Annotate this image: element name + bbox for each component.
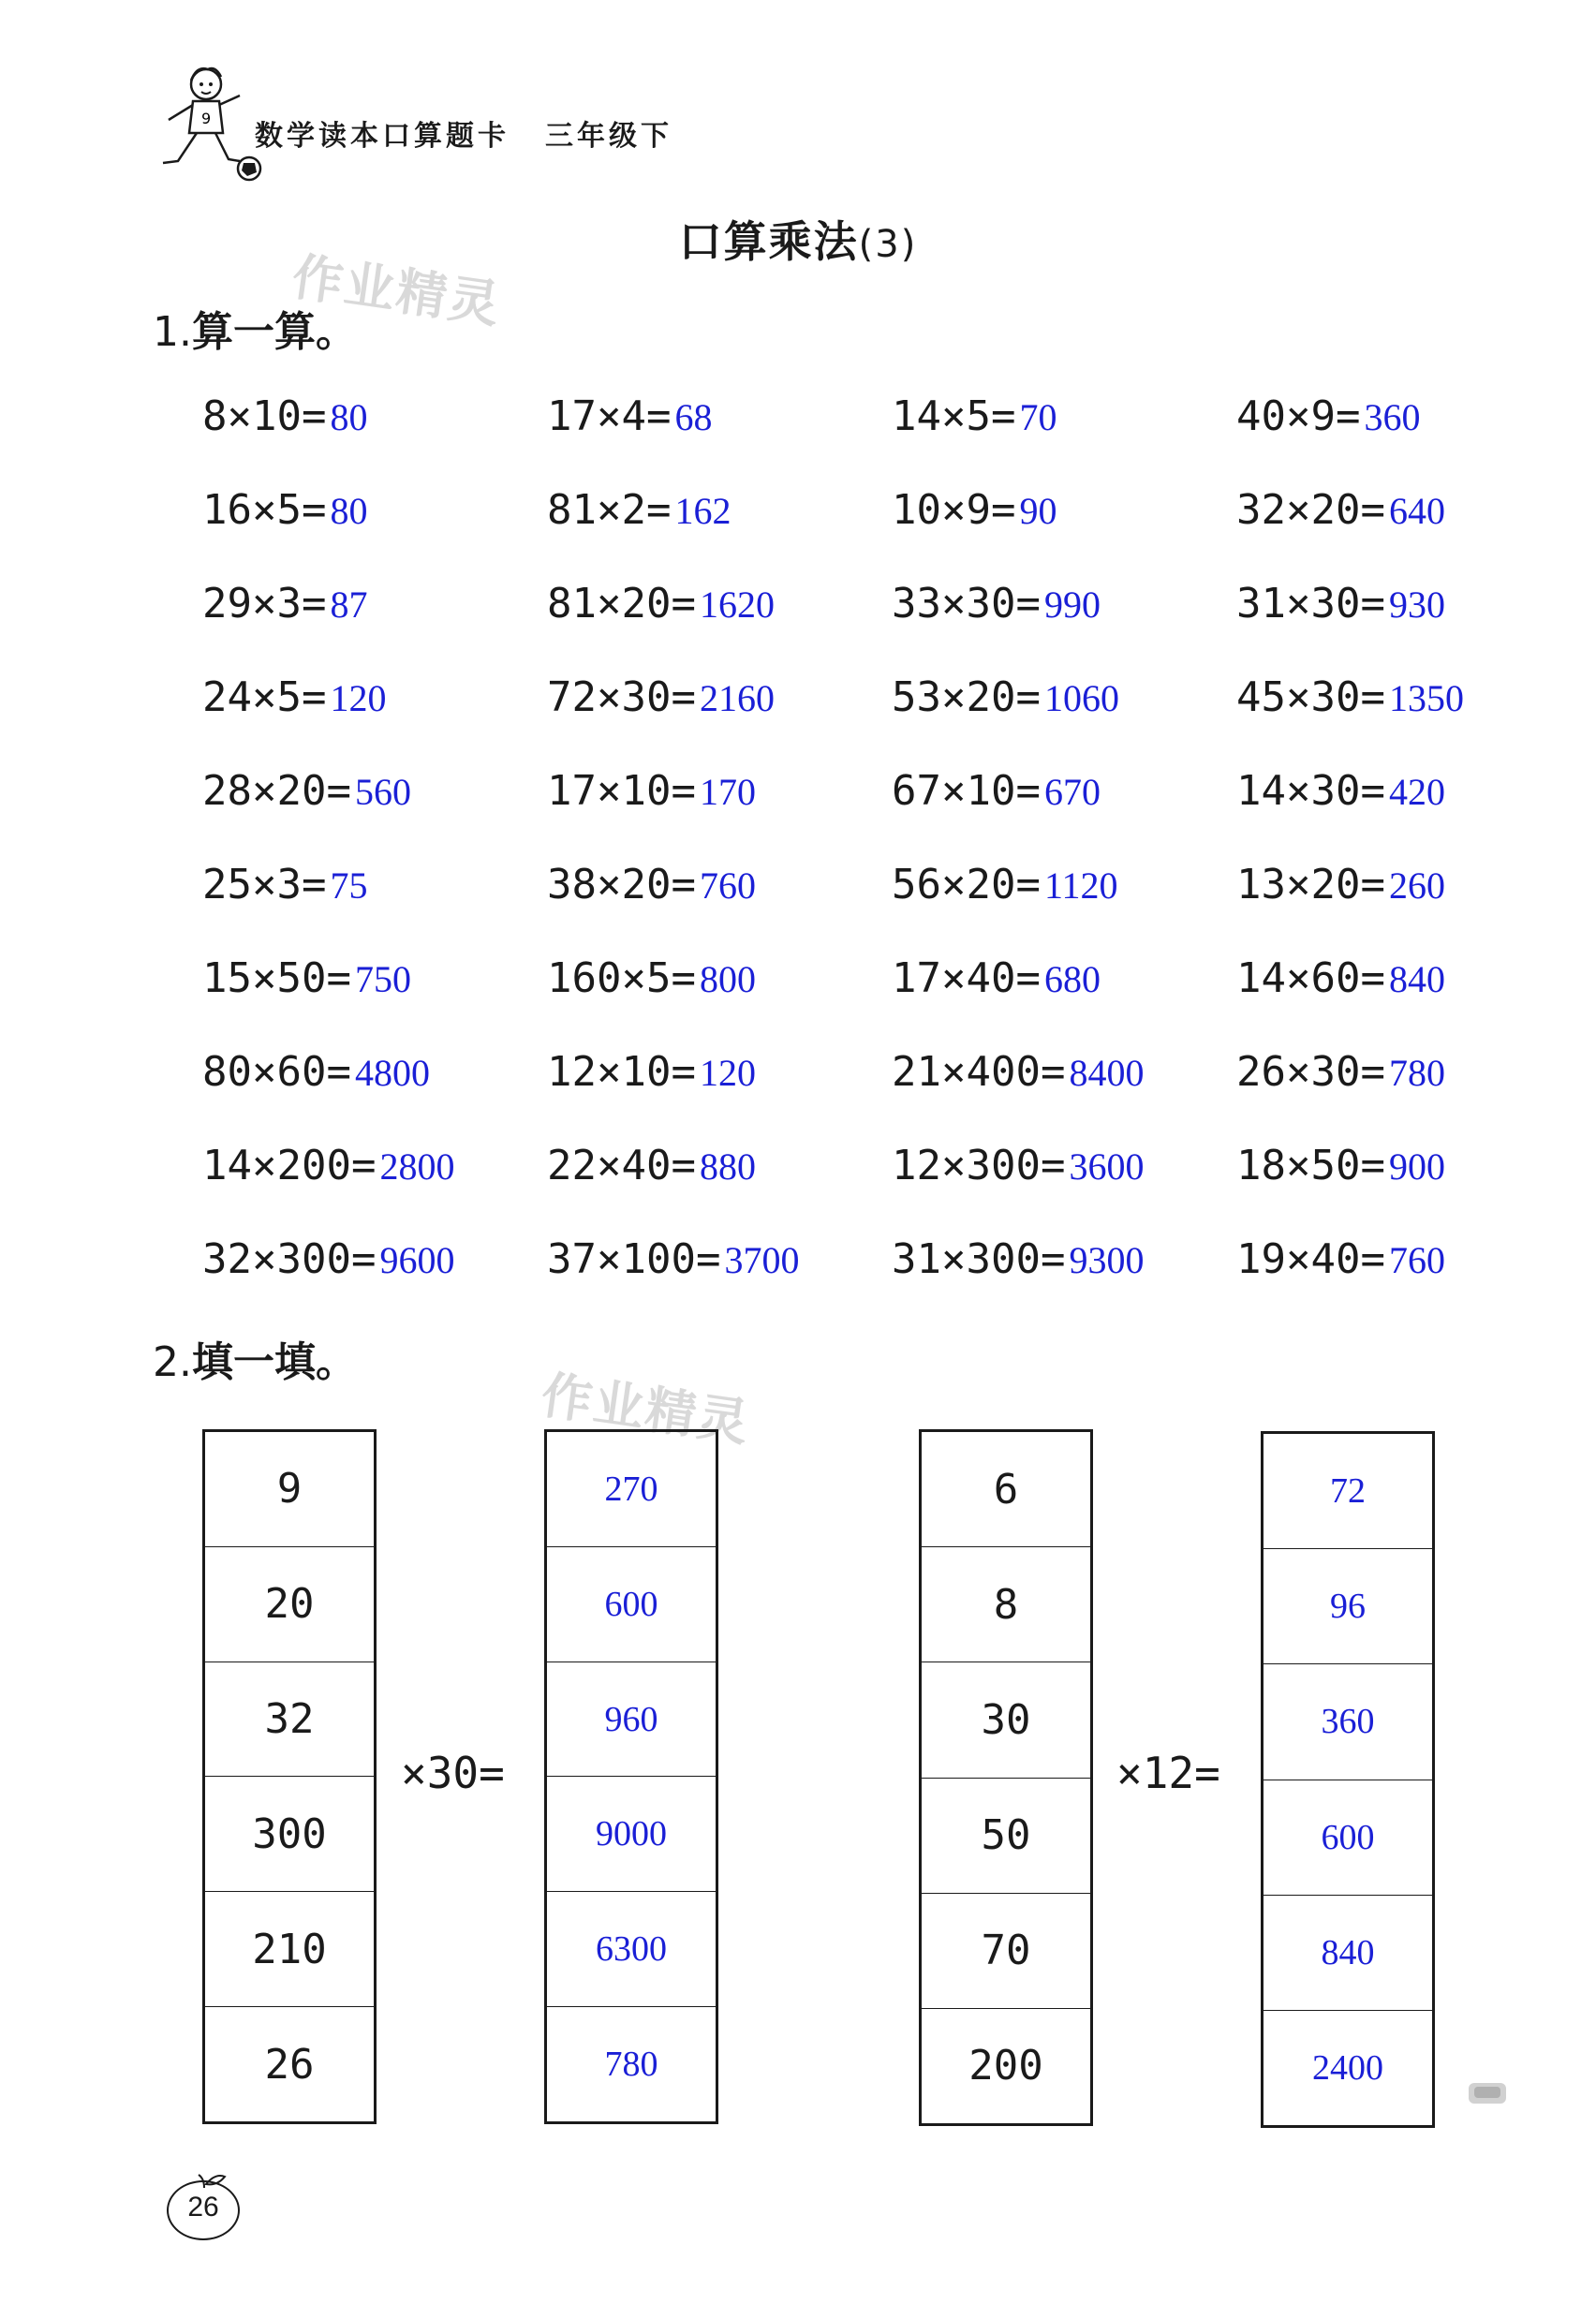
problem-answer: 162 — [674, 490, 732, 532]
result-cell — [547, 1662, 716, 1778]
input-cell — [922, 1662, 1090, 1778]
problem-expression: 10×9= — [892, 486, 1016, 534]
problem-expression: 24×5= — [202, 673, 327, 721]
problem-item — [202, 852, 547, 946]
page-number: 26 — [187, 2192, 219, 2223]
result-value: 600 — [604, 1584, 658, 1624]
problem-answer: 4800 — [354, 1052, 430, 1094]
problem-expression: 12×300= — [892, 1142, 1066, 1189]
problem-expression: 22×40= — [547, 1142, 696, 1189]
problem-item — [892, 1133, 1236, 1227]
problem-answer: 2800 — [379, 1145, 455, 1188]
problem-expression: 18×50= — [1236, 1142, 1385, 1189]
header-grade: 三年级下 — [545, 120, 672, 153]
input-value: 32 — [264, 1695, 315, 1744]
problem-item — [202, 946, 547, 1040]
input-value: 200 — [968, 2042, 1043, 2090]
page-number-badge — [167, 2171, 244, 2242]
problem-expression: 14×60= — [1236, 954, 1385, 1002]
problem-expression: 45×30= — [1236, 673, 1385, 721]
problem-answer: 640 — [1388, 490, 1445, 532]
problem-item — [1236, 1133, 1551, 1227]
problem-expression: 14×30= — [1236, 767, 1385, 815]
input-cell — [922, 2009, 1090, 2123]
result-value: 360 — [1321, 1702, 1375, 1742]
problem-expression: 67×10= — [892, 767, 1041, 815]
problem-answer: 360 — [1364, 396, 1421, 438]
page-title — [0, 208, 1596, 270]
problem-item — [892, 759, 1236, 852]
group-2-result-column — [1261, 1431, 1435, 2128]
problem-item — [892, 946, 1236, 1040]
problem-answer: 930 — [1388, 583, 1445, 626]
problem-answer: 560 — [354, 771, 411, 813]
result-cell — [1264, 1896, 1432, 2011]
input-value: 6 — [993, 1465, 1019, 1514]
result-value: 840 — [1321, 1932, 1375, 1972]
result-value: 96 — [1330, 1587, 1366, 1627]
group-2-input-column — [919, 1429, 1093, 2126]
problem-answer: 120 — [330, 677, 387, 719]
problem-item — [892, 384, 1236, 478]
input-cell — [205, 1892, 374, 2007]
problem-expression: 26×30= — [1236, 1048, 1385, 1096]
problem-item — [892, 478, 1236, 571]
problem-answer: 1350 — [1388, 677, 1464, 719]
input-cell — [922, 1547, 1090, 1662]
problem-expression: 8×10= — [202, 392, 327, 440]
problem-item — [1236, 1227, 1551, 1321]
result-value: 960 — [604, 1699, 658, 1739]
problem-expression: 17×4= — [547, 392, 672, 440]
header-text — [255, 112, 672, 154]
problem-answer: 420 — [1388, 771, 1445, 813]
soccer-boy-mascot-icon — [150, 64, 262, 185]
problem-expression: 32×300= — [202, 1235, 377, 1283]
input-value: 9 — [276, 1465, 303, 1514]
problem-item — [892, 571, 1236, 665]
problem-item — [1236, 478, 1551, 571]
problem-expression: 28×20= — [202, 767, 351, 815]
input-cell — [205, 1547, 374, 1662]
header-series: 数学读本口算题卡 — [255, 120, 510, 153]
result-cell — [547, 1777, 716, 1892]
problem-expression: 80×60= — [202, 1048, 351, 1096]
problem-answer: 840 — [1388, 958, 1445, 1000]
problem-answer: 70 — [1019, 396, 1057, 438]
result-cell — [1264, 1434, 1432, 1549]
problem-answer: 170 — [699, 771, 756, 813]
section-2-number: 2. — [153, 1338, 192, 1386]
result-value: 6300 — [596, 1929, 667, 1970]
problem-expression: 25×3= — [202, 861, 327, 908]
problem-answer: 80 — [330, 396, 368, 438]
problem-expression: 37×100= — [547, 1235, 721, 1283]
problem-answer: 8400 — [1069, 1052, 1145, 1094]
problem-expression: 15×50= — [202, 954, 351, 1002]
problem-expression: 31×30= — [1236, 580, 1385, 628]
group-1-result-column — [544, 1429, 718, 2124]
problem-answer: 900 — [1388, 1145, 1445, 1188]
problem-item — [1236, 946, 1551, 1040]
problem-grid — [202, 384, 1551, 1321]
input-value: 300 — [252, 1809, 327, 1858]
problem-item — [202, 665, 547, 759]
problem-answer: 2160 — [699, 677, 775, 719]
problem-answer: 990 — [1043, 583, 1101, 626]
problem-expression: 12×10= — [547, 1048, 696, 1096]
problem-item — [202, 384, 547, 478]
problem-answer: 90 — [1019, 490, 1057, 532]
result-value: 72 — [1330, 1471, 1366, 1512]
problem-item — [202, 1040, 547, 1133]
problem-expression: 81×2= — [547, 486, 672, 534]
problem-expression: 17×40= — [892, 954, 1041, 1002]
problem-answer: 1120 — [1043, 864, 1118, 907]
result-cell — [1264, 2011, 1432, 2125]
problem-answer: 120 — [699, 1052, 756, 1094]
input-cell — [205, 1432, 374, 1547]
result-value: 270 — [604, 1469, 658, 1509]
group-1-input-column — [202, 1429, 377, 2124]
input-cell — [922, 1432, 1090, 1547]
problem-answer: 760 — [1388, 1239, 1445, 1281]
section-2-title — [153, 1328, 357, 1388]
problem-answer: 680 — [1043, 958, 1101, 1000]
problem-item — [547, 384, 892, 478]
group-2-operator: ×12= — [1116, 1748, 1220, 1798]
problem-expression: 19×40= — [1236, 1235, 1385, 1283]
problem-expression: 21×400= — [892, 1048, 1066, 1096]
problem-answer: 87 — [330, 583, 368, 626]
input-value: 30 — [981, 1695, 1031, 1744]
result-cell — [547, 1547, 716, 1662]
problem-item — [202, 571, 547, 665]
problem-item — [892, 1040, 1236, 1133]
problem-item — [202, 1227, 547, 1321]
problem-answer: 1620 — [699, 583, 775, 626]
section-1-title — [153, 298, 357, 358]
problem-item — [547, 1227, 892, 1321]
problem-item — [1236, 1040, 1551, 1133]
problem-expression: 53×20= — [892, 673, 1041, 721]
problem-answer: 260 — [1388, 864, 1445, 907]
result-cell — [1264, 1664, 1432, 1780]
problem-expression: 56×20= — [892, 861, 1041, 908]
problem-item — [892, 852, 1236, 946]
input-cell — [205, 2007, 374, 2121]
ink-smudge-mark — [1467, 2079, 1508, 2107]
problem-expression: 33×30= — [892, 580, 1041, 628]
problem-answer: 1060 — [1043, 677, 1119, 719]
section-1-label: 算一算。 — [191, 308, 357, 356]
problem-expression: 40×9= — [1236, 392, 1361, 440]
result-value: 2400 — [1312, 2047, 1383, 2088]
section-1-number: 1. — [153, 308, 192, 356]
problem-expression: 14×200= — [202, 1142, 377, 1189]
problem-expression: 14×5= — [892, 392, 1016, 440]
problem-answer: 68 — [674, 396, 713, 438]
problem-answer: 3700 — [724, 1239, 800, 1281]
input-value: 50 — [981, 1811, 1031, 1860]
problem-answer: 75 — [330, 864, 368, 907]
watermark: 作业精灵 — [288, 246, 505, 335]
problem-answer: 800 — [699, 958, 756, 1000]
problem-item — [547, 852, 892, 946]
problem-item — [1236, 852, 1551, 946]
input-value: 70 — [981, 1927, 1031, 1975]
problem-item — [202, 759, 547, 852]
watermark: 作业精灵 — [538, 1365, 754, 1454]
problem-item — [1236, 665, 1551, 759]
problem-answer: 80 — [330, 490, 368, 532]
problem-expression: 72×30= — [547, 673, 696, 721]
title-main: 口算乘法 — [678, 216, 859, 267]
input-cell — [922, 1779, 1090, 1894]
problem-expression: 160×5= — [547, 954, 696, 1002]
svg-text:9: 9 — [201, 110, 212, 127]
result-value: 600 — [1321, 1817, 1375, 1857]
group-1-operator: ×30= — [401, 1748, 505, 1798]
problem-expression: 29×3= — [202, 580, 327, 628]
problem-item — [202, 478, 547, 571]
section-2-label: 填一填。 — [191, 1338, 357, 1386]
problem-answer: 9300 — [1069, 1239, 1145, 1281]
result-cell — [1264, 1780, 1432, 1896]
input-value: 20 — [264, 1580, 315, 1629]
problem-expression: 31×300= — [892, 1235, 1066, 1283]
problem-answer: 750 — [354, 958, 411, 1000]
problem-answer: 760 — [699, 864, 756, 907]
problem-expression: 17×10= — [547, 767, 696, 815]
problem-item — [1236, 759, 1551, 852]
problem-item — [547, 759, 892, 852]
result-cell — [1264, 1549, 1432, 1664]
result-value: 9000 — [596, 1814, 667, 1854]
problem-item — [547, 665, 892, 759]
input-cell — [205, 1662, 374, 1778]
input-cell — [922, 1894, 1090, 2009]
problem-item — [547, 946, 892, 1040]
result-cell — [547, 1432, 716, 1547]
problem-answer: 9600 — [379, 1239, 455, 1281]
result-cell — [547, 1892, 716, 2007]
problem-expression: 13×20= — [1236, 861, 1385, 908]
input-cell — [205, 1777, 374, 1892]
input-value: 8 — [993, 1580, 1019, 1629]
result-value: 780 — [604, 2045, 658, 2085]
page-header — [150, 64, 993, 195]
problem-expression: 81×20= — [547, 580, 696, 628]
problem-item — [892, 1227, 1236, 1321]
problem-expression: 38×20= — [547, 861, 696, 908]
input-value: 26 — [264, 2040, 315, 2089]
problem-item — [547, 478, 892, 571]
problem-item — [202, 1133, 547, 1227]
problem-item — [1236, 384, 1551, 478]
problem-item — [547, 1040, 892, 1133]
input-value: 210 — [252, 1925, 327, 1973]
problem-item — [1236, 571, 1551, 665]
problem-item — [892, 665, 1236, 759]
problem-expression: 16×5= — [202, 486, 327, 534]
problem-item — [547, 571, 892, 665]
problem-answer: 3600 — [1069, 1145, 1145, 1188]
problem-item — [547, 1133, 892, 1227]
problem-answer: 670 — [1043, 771, 1101, 813]
title-suffix: (3) — [858, 223, 918, 266]
problem-answer: 880 — [699, 1145, 756, 1188]
result-cell — [547, 2007, 716, 2121]
problem-expression: 32×20= — [1236, 486, 1385, 534]
problem-answer: 780 — [1388, 1052, 1445, 1094]
